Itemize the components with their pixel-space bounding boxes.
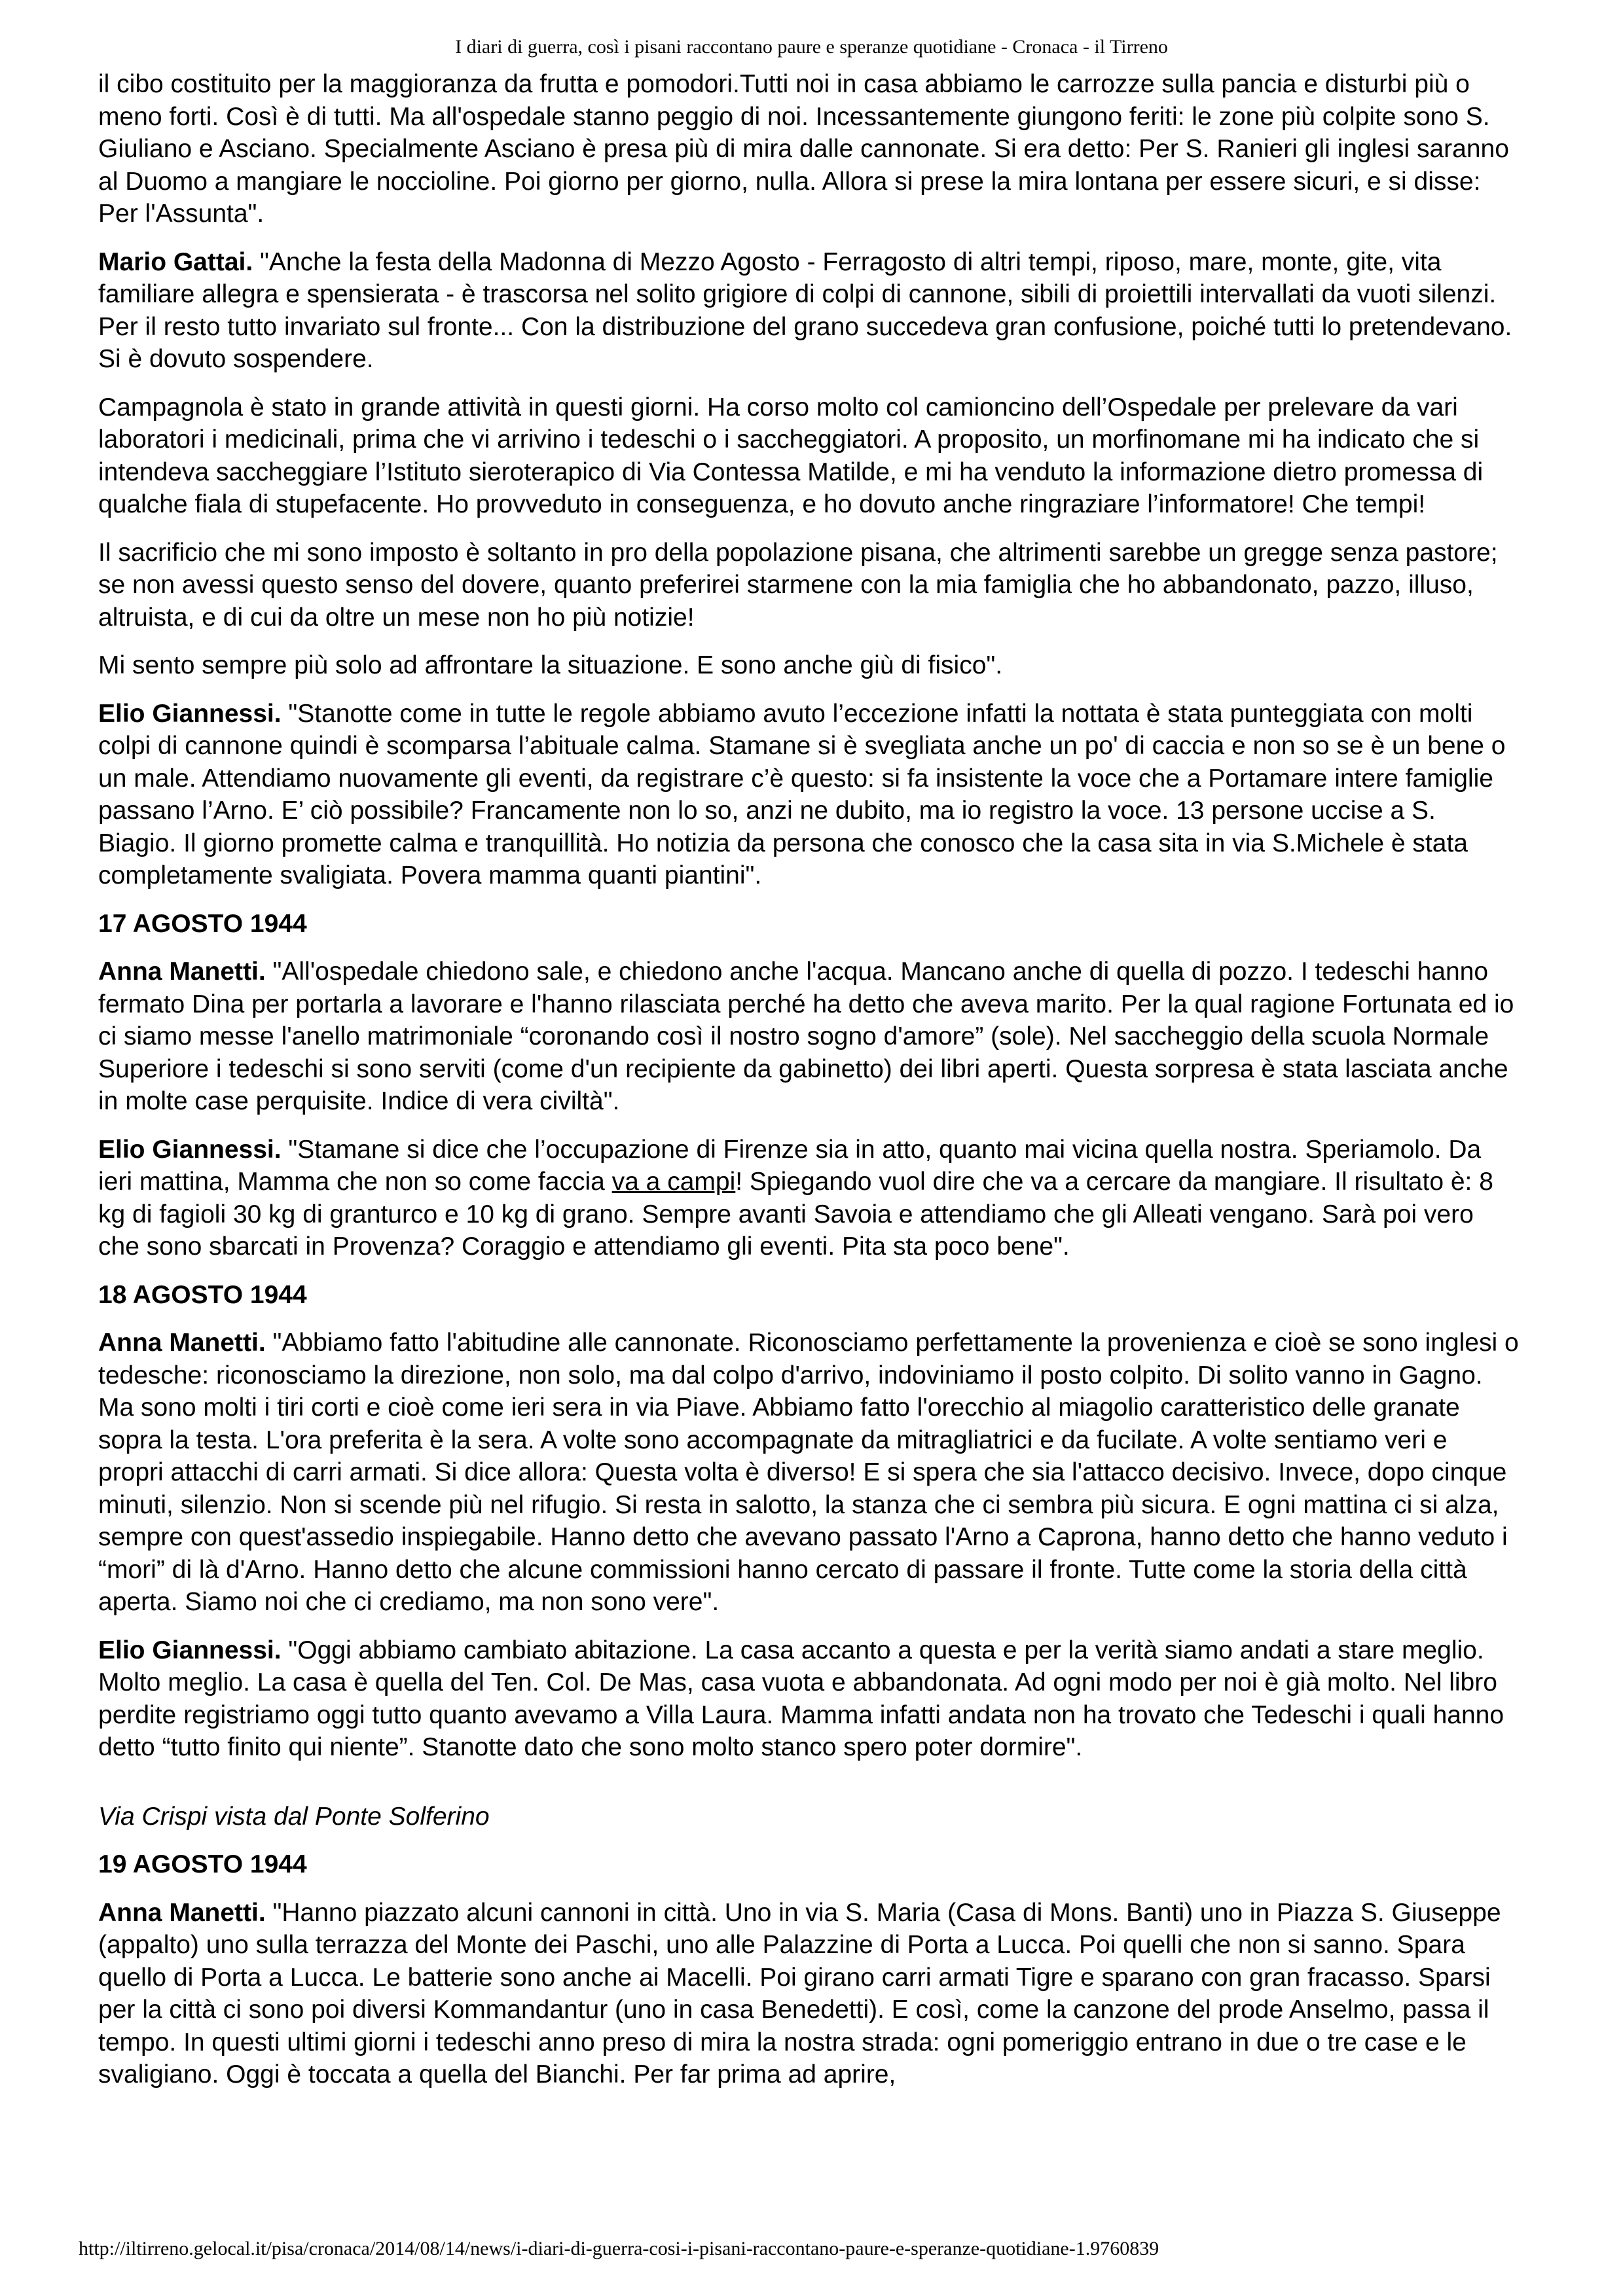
paragraph-text: Il sacrificio che mi sono imposto è soltanto in pro della popolazione pisana, che altrimenti sarebbe un gregge senza pastore; se non avessi questo senso del dovere, quanto preferirei starmene con la mia famiglia che ho abbandonato, pazzo, illuso, altruista, e di cui da oltre un mese non ho più notizie!: [98, 538, 1498, 632]
entry-author: Elio Giannessi.: [98, 1135, 282, 1164]
va-a-campi-link[interactable]: va a campi: [611, 1168, 736, 1196]
paragraph: [98, 698, 1519, 892]
image-caption: Via Crispi vista dal Ponte Solferino: [98, 1802, 490, 1831]
entry-author: Elio Giannessi.: [98, 1636, 282, 1664]
paragraph: [98, 68, 1519, 230]
paragraph: [98, 1134, 1519, 1263]
paragraph: [98, 1634, 1519, 1764]
date-heading: 17 AGOSTO 1944: [98, 909, 307, 938]
paragraph-text: "Abbiamo fatto l'abitudine alle cannonate. Riconosciamo perfettamente la provenienza e cioè se sono inglesi o tedesche: riconosciamo la direzione, non solo, ma dal colpo d'arrivo, indoviniamo il posto colpito. Di solito vanno in Gagno. Ma sono molti i tiri corti e cioè come ieri sera in via Piave. Abbiamo fatto l'orecchio al miagolio caratteristico delle granate sopra la testa. L'ora preferita è la sera. A volte sono accompagnate da mitragliatrici e da fucilate. A volte sentiamo veri e propri attacchi di carri armati. Si dice allora: Questa volta è diverso! E si spera che sia l'attacco decisivo. Invece, dopo cinque minuti, silenzio. Non si scende più nel rifugio. Si resta in salotto, la stanza che ci sembra più sicura. E ogni mattina ci si alza, sempre con quest'assedio inspiegabile. Hanno detto che avevano passato l'Arno a Caprona, hanno detto che hanno veduto i “mori” di là d'Arno. Hanno detto che alcune commissioni hanno cercato di passare il fronte. Tutte come la storia della città aperta. Siamo noi che ci crediamo, ma non sono vere".: [98, 1329, 1519, 1616]
entry-author: Anna Manetti.: [98, 1898, 266, 1927]
paragraph-text: "Stamane si dice che l’occupazione di Firenze sia in atto, quanto mai vicina quella nostra. Speriamolo. Da ieri mattina, Mamma che non so come faccia: [98, 1135, 1482, 1196]
entry-author: Mario Gattai.: [98, 247, 253, 276]
paragraph: [98, 956, 1519, 1118]
date-heading: 19 AGOSTO 1944: [98, 1850, 307, 1878]
paragraph: [98, 1327, 1519, 1619]
paragraph-text: "All'ospedale chiedono sale, e chiedono anche l'acqua. Mancano anche di quella di pozzo. I tedeschi hanno fermato Dina per portarla a lavorare e l'hanno rilasciata perché ha detto che aveva marito. Per la qual ragione Fortunata ed io ci siamo messe l'anello matrimoniale “coronando così il nostro sogno d'amore” (sole). Nel saccheggio della scuola Normale Superiore i tedeschi si sono serviti (come d'un recipiente da gabinetto) dei libri aperti. Questa sorpresa è stata lasciata anche in molte case perquisite. Indice di vera civiltà".: [98, 958, 1514, 1115]
paragraph: [98, 391, 1519, 521]
paragraph-text: "Oggi abbiamo cambiato abitazione. La casa accanto a questa e per la verità siamo andati a stare meglio. Molto meglio. La casa è quella del Ten. Col. De Mas, casa vuota e abbandonata. Ad ogni modo per noi è già molto. Nel libro perdite registriamo oggi tutto quanto avevamo a Villa Laura. Mamma infatti andata non ha trovato che Tedeschi i quali hanno detto “tutto finito qui niente”. Stanotte dato che sono molto stanco spero poter dormire".: [98, 1636, 1504, 1761]
paragraph-text: ! Spiegando vuol dire che va a cercare da mangiare. Il risultato è: 8 kg di fagioli 30 kg di granturco e 10 kg di grano. Sempre avanti Savoia e attendiamo che gli Alleati vengano. Sarà poi vero che sono sbarcati in Provenza? Coraggio e attendiamo gli eventi. Pita sta poco bene".: [98, 1168, 1493, 1261]
paragraph: [98, 649, 1519, 682]
paragraph-text: Mi sento sempre più solo ad affrontare la situazione. E sono anche giù di fisico".: [98, 651, 1003, 679]
paragraph-text: "Hanno piazzato alcuni cannoni in città. Uno in via S. Maria (Casa di Mons. Banti) uno in Piazza S. Giuseppe (appalto) uno sulla terrazza del Monte dei Paschi, uno alle Palazzine di Porta a Lucca. Poi quelli che non si sanno. Spara quello di Porta a Lucca. Le batterie sono anche ai Macelli. Poi girano carri armati Tigre e sparano con gran fracasso. Sparsi per la città ci sono poi diversi Kommandantur (uno in casa Benedetti). E così, come la canzone del prode Anselmo, passa il tempo. In questi ultimi giorni i tedeschi anno preso di mira la nostra strada: ogni pomeriggio entrano in due o tre case e le svaligiano. Oggi è toccata a quella del Bianchi. Per far prima ad aprire,: [98, 1898, 1501, 2089]
article-body: [98, 68, 1519, 2107]
paragraph-text: Campagnola è stato in grande attività in questi giorni. Ha corso molto col camioncino dell’Ospedale per prelevare da vari laboratori i medicinali, prima che vi arrivino i tedeschi o i saccheggiatori. A proposito, un morfinomane mi ha indicato che si intendeva saccheggiare l’Istituto sieroterapico di Via Contessa Matilde, e mi ha venduto la informazione dietro promessa di qualche fiala di stupefacente. Ho provveduto in conseguenza, e ho dovuto anche ringraziare l’informatore! Che tempi!: [98, 393, 1484, 518]
date-heading: 18 AGOSTO 1944: [98, 1280, 307, 1309]
page-header-title: I diari di guerra, così i pisani raccontano paure e speranze quotidiane - Cronaca - il Tirreno: [455, 36, 1168, 58]
paragraph-text: "Stanotte come in tutte le regole abbiamo avuto l’eccezione infatti la nottata è stata punteggiata con molti colpi di cannone quindi è scomparsa l’abituale calma. Stamane si è svegliata anche un po' di caccia e non so se è un bene o un male. Attendiamo nuovamente gli eventi, da registrare c’è questo: si fa insistente la voce che a Portamare intere famiglie passano l’Arno. E’ ciò possibile? Francamente non lo so, anzi ne dubito, ma io registro la voce. 13 persone uccise a S. Biagio. Il giorno promette calma e tranquillità. Ho notizia da persona che conosco che la casa sita in via S.Michele è stata completamente svaligiata. Povera mamma quanti piantini".: [98, 699, 1506, 889]
page-footer: [79, 2237, 1545, 2261]
entry-author: Elio Giannessi.: [98, 699, 282, 728]
paragraph: [98, 246, 1519, 376]
paragraph-text: il cibo costituito per la maggioranza da frutta e pomodori.Tutti noi in casa abbiamo le carrozze sulla pancia e disturbi più o meno forti. Così è di tutti. Ma all'ospedale stanno peggio di noi. Incessantemente giungono feriti: le zone più colpite sono S. Giuliano e Asciano. Specialmente Asciano è presa più di mira dalle cannonate. Si era detto: Per S. Ranieri gli inglesi saranno al Duomo a mangiare le noccioline. Poi giorno per giorno, nulla. Allora si prese la mira lontana per essere sicuri, e si disse: Per l'Assunta".: [98, 70, 1509, 228]
page-header: [0, 35, 1623, 59]
paragraph: [98, 1897, 1519, 2091]
entry-author: Anna Manetti.: [98, 958, 266, 986]
paragraph-text: "Anche la festa della Madonna di Mezzo Agosto - Ferragosto di altri tempi, riposo, mare, monte, gite, vita familiare allegra e spensierata - è trascorsa nel solito grigiore di colpi di cannone, sibili di proiettili intervallati da vuoti silenzi. Per il resto tutto invariato sul fronte... Con la distribuzione del grano succedeva gran confusione, poiché tutti lo pretendevano. Si è dovuto sospendere.: [98, 247, 1512, 373]
entry-author: Anna Manetti.: [98, 1329, 266, 1357]
footer-url: http://iltirreno.gelocal.it/pisa/cronaca/2014/08/14/news/i-diari-di-guerra-cosi-i-pisani-raccontano-paure-e-speranze-quotidiane-1.9760839: [79, 2238, 1159, 2259]
paragraph: [98, 537, 1519, 634]
